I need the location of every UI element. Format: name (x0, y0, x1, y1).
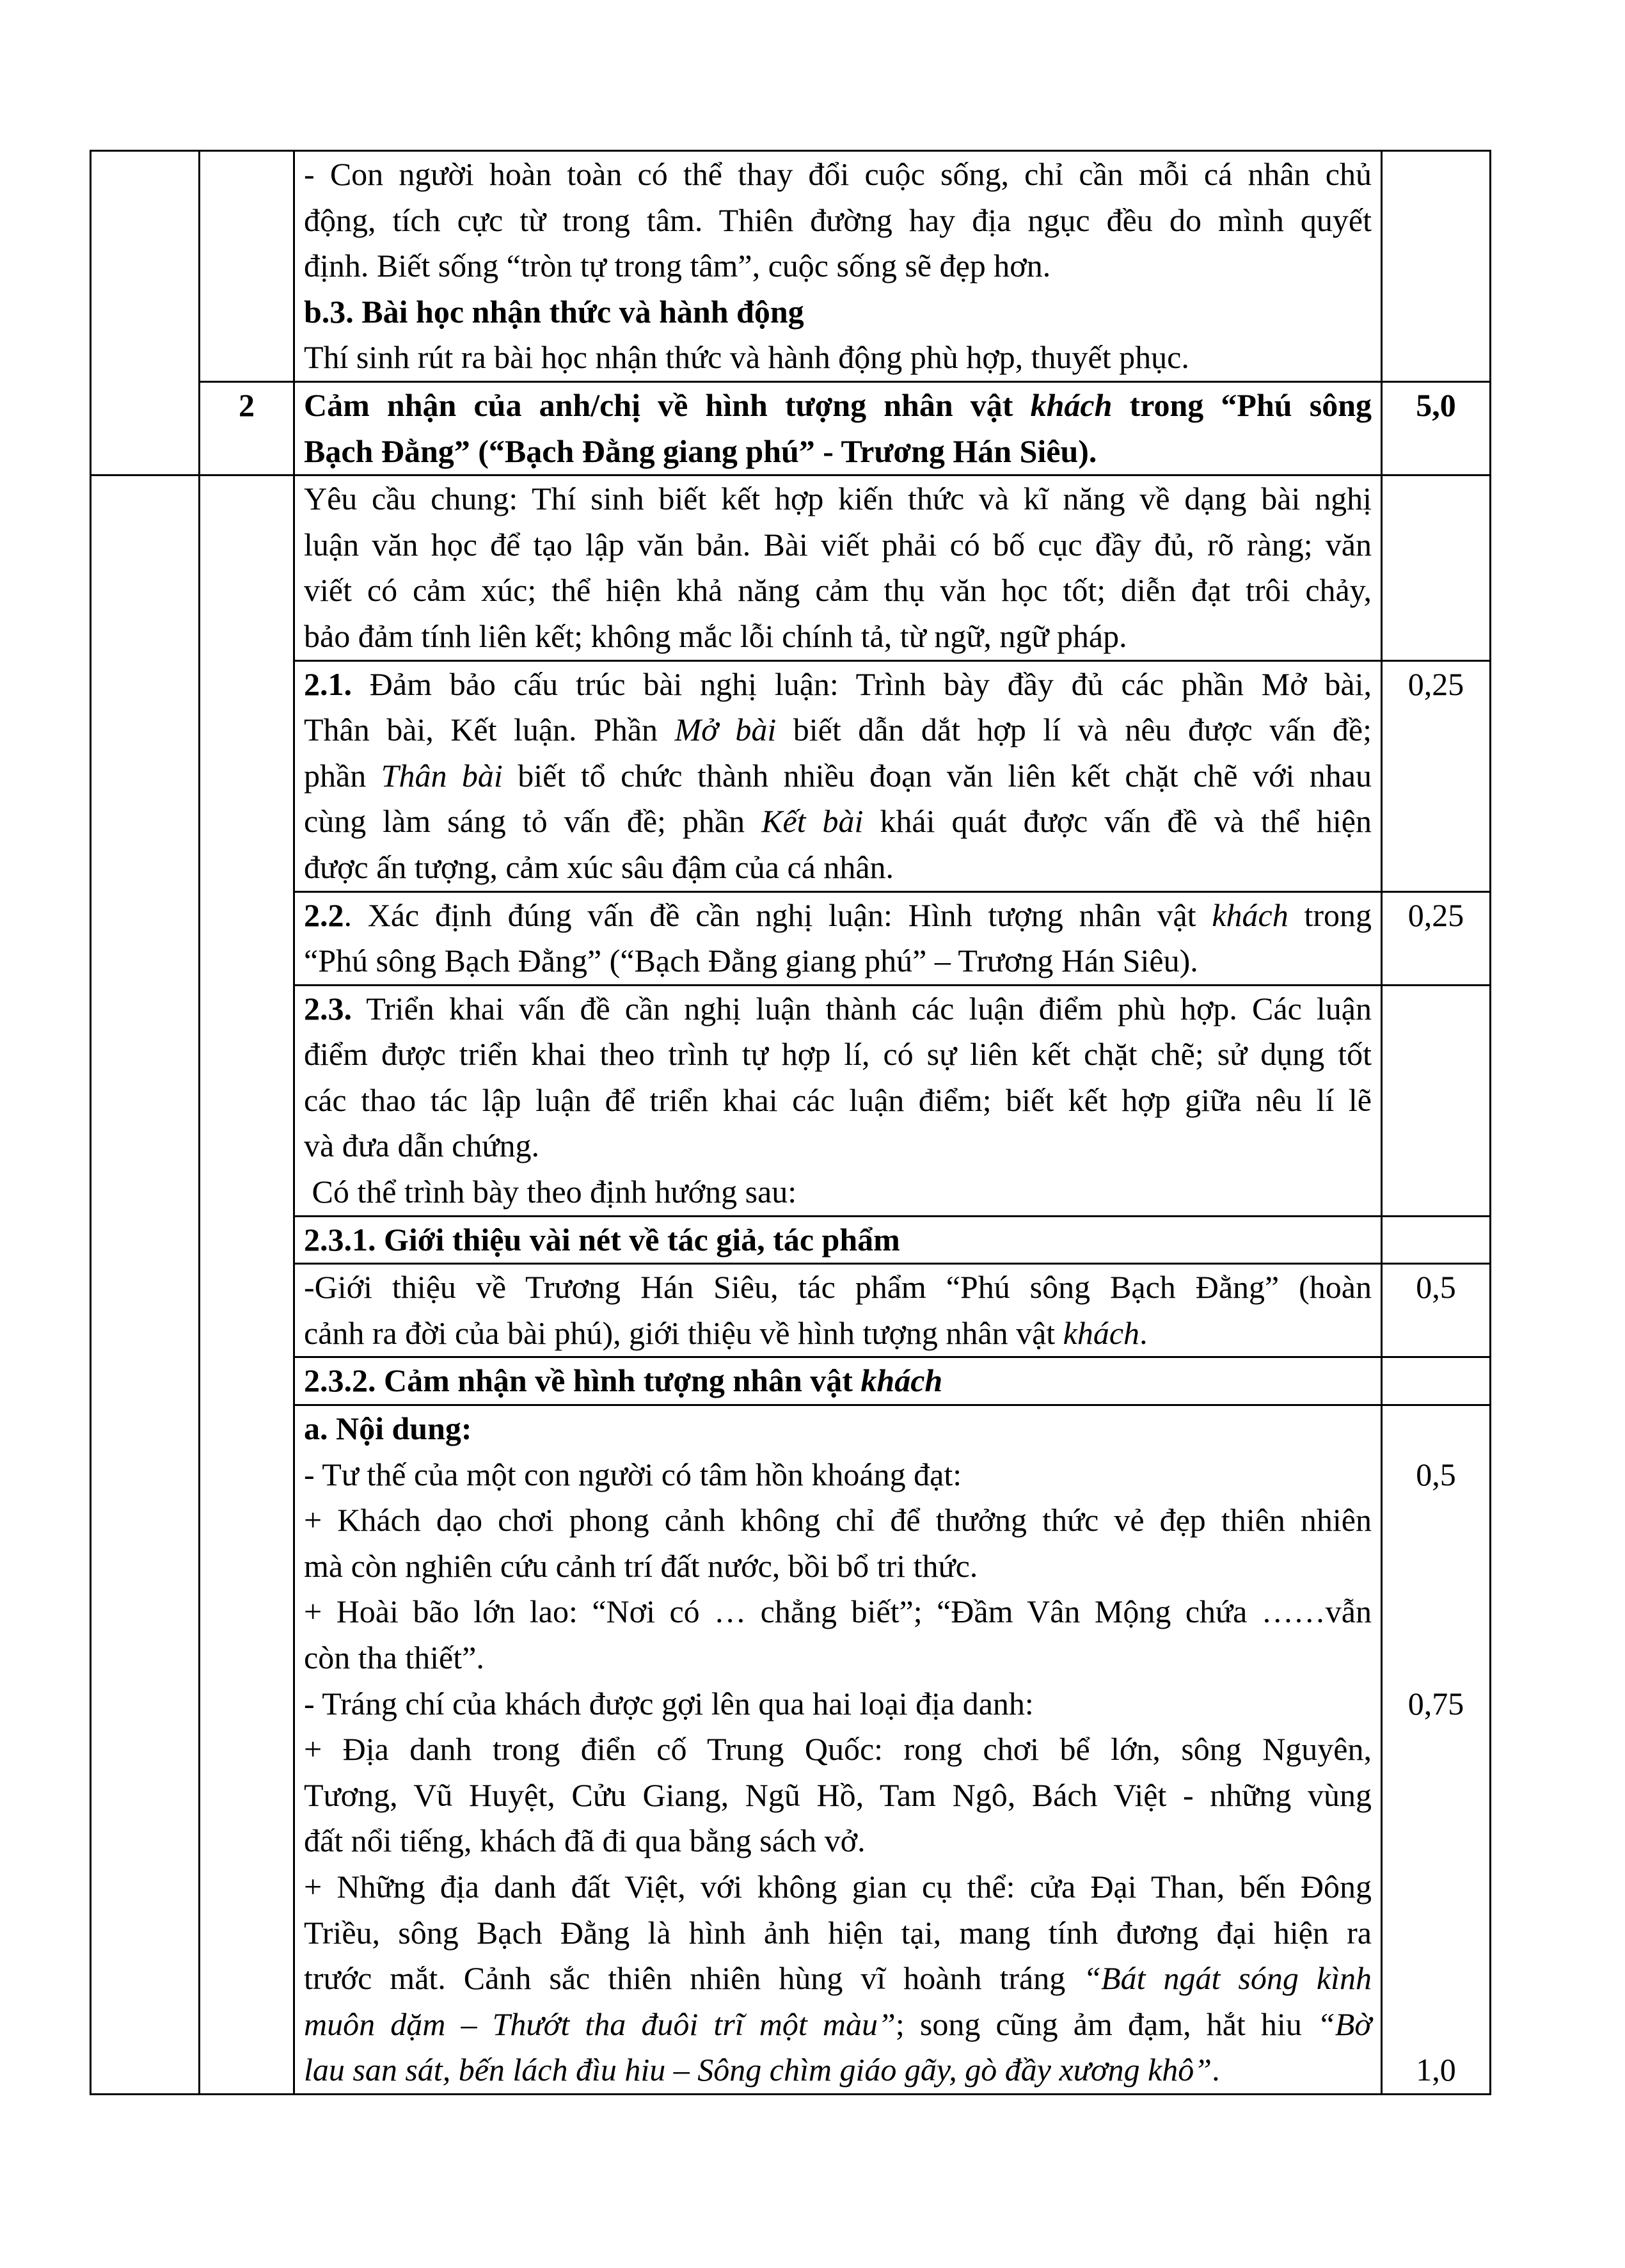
score-cell: 0,5 0,75 1,0 (1382, 1405, 1491, 2095)
criterion-2-1: 2.1. Đảm bảo cấu trúc bài nghị luận: Trình bày đầy đủ các phần Mở bài, Thân bài, Kết luận. Phần Mở bài biết dẫn dắt hợp lí và nêu được vấn đề; phần Thân bài biết tổ chức thành nhiều đoạn văn liên kết chặt chẽ với nhau cùng làm sáng tỏ vấn đề; phần Kết bài khái quát được vấn đề và thể hiện được ấn tượng, cảm xúc sâu đậm của cá nhân. (294, 660, 1382, 891)
score-cell (1382, 1357, 1491, 1405)
table-row (91, 660, 1491, 891)
criterion-2-2: 2.2. Xác định đúng vấn đề cần nghị luận: Hình tượng nhân vật khách trong “Phú sông Bạch Đằng” (“Bạch Đằng giang phú” – Trương Hán Siêu). (294, 891, 1382, 985)
score-cell: 0,5 (1382, 1264, 1491, 1357)
table-row (91, 151, 1491, 382)
section-column-cell (91, 475, 200, 2095)
score-cell (1382, 475, 1491, 660)
subheading-2-3-1: 2.3.1. Giới thiệu vài nét về tác giả, tác phẩm (294, 1216, 1382, 1264)
question-heading: Cảm nhận của anh/chị về hình tượng nhân vật khách trong “Phú sông Bạch Đằng” (“Bạch Đằng giang phú” - Trương Hán Siêu). (294, 381, 1382, 475)
criterion-2-3: 2.3. Triển khai vấn đề cần nghị luận thành các luận điểm phù hợp. Các luận điểm được triển khai theo trình tự hợp lí, có sự liên kết chặt chẽ; sử dụng tốt các thao tác lập luận để triển khai các luận điểm; biết kết hợp giữa nêu lí lẽ và đưa dẫn chứng. Có thể trình bày theo định hướng sau: (294, 985, 1382, 1216)
content-cell: - Con người hoàn toàn có thể thay đổi cuộc sống, chỉ cần mỗi cá nhân chủ động, tích cực từ trong tâm. Thiên đường hay địa ngục đều do mình quyết định. Biết sống “tròn tự trong tâm”, cuộc sống sẽ đẹp hơn. b.3. Bài học nhận thức và hành động Thí sinh rút ra bài học nhận thức và hành động phù hợp, thuyết phục. (294, 151, 1382, 382)
number-column-cell (200, 475, 294, 2095)
table-row (91, 1216, 1491, 1264)
table-row (91, 891, 1491, 985)
content-analysis: a. Nội dung: - Tư thế của một con người có tâm hồn khoáng đạt: + Khách dạo chơi phong cảnh không chỉ để thưởng thức vẻ đẹp thiên nhiên mà còn nghiên cứu cảnh trí đất nước, bồi bổ tri thức. + Hoài bão lớn lao: “Nơi có … chẳng biết”; “Đầm Vân Mộng chứa ……vẫn còn tha thiết”. - Tráng chí của khách được gợi lên qua hai loại địa danh: + Địa danh trong điển cố Trung Quốc: rong chơi bể lớn, sông Nguyên, Tương, Vũ Huyệt, Cửu Giang, Ngũ Hồ, Tam Ngô, Bách Việt - những vùng đất nổi tiếng, khách đã đi qua bằng sách vở. + Những địa danh đất Việt, với không gian cụ thể: cửa Đại Than, bến Đông Triều, sông Bạch Đằng là hình ảnh hiện tại, mang tính đương đại hiện ra trước mắt. Cảnh sắc thiên nhiên hùng vĩ hoành tráng “Bát ngát sóng kình muôn dặm – Thướt tha đuôi trĩ một màu”; song cũng ảm đạm, hắt hiu “Bờ lau san sát, bến lách đìu hiu – Sông chìm giáo gãy, gò đầy xương khô”. (294, 1405, 1382, 2095)
number-cell (200, 151, 294, 382)
table-row (91, 475, 1491, 660)
score-cell: 0,25 (1382, 891, 1491, 985)
table-row (91, 985, 1491, 1216)
general-requirement: Yêu cầu chung: Thí sinh biết kết hợp kiến thức và kĩ năng về dạng bài nghị luận văn học để tạo lập văn bản. Bài viết phải có bố cục đầy đủ, rõ ràng; văn viết có cảm xúc; thể hiện khả năng cảm thụ văn học tốt; diễn đạt trôi chảy, bảo đảm tính liên kết; không mắc lỗi chính tả, từ ngữ, ngữ pháp. (294, 475, 1382, 660)
section-column-cell (91, 151, 200, 475)
question-number: 2 (200, 381, 294, 475)
score-cell (1382, 151, 1491, 382)
score-cell: 0,25 (1382, 660, 1491, 891)
table-row (91, 381, 1491, 475)
score-cell (1382, 985, 1491, 1216)
score-cell (1382, 1216, 1491, 1264)
question-score: 5,0 (1382, 381, 1491, 475)
author-introduction: -Giới thiệu về Trương Hán Siêu, tác phẩm “Phú sông Bạch Đằng” (hoàn cảnh ra đời của bài phú), giới thiệu về hình tượng nhân vật khách. (294, 1264, 1382, 1357)
table-row (91, 1405, 1491, 2095)
grading-rubric-table (90, 150, 1491, 2095)
subheading-2-3-2: 2.3.2. Cảm nhận về hình tượng nhân vật khách (294, 1357, 1382, 1405)
table-row (91, 1264, 1491, 1357)
table-row (91, 1357, 1491, 1405)
